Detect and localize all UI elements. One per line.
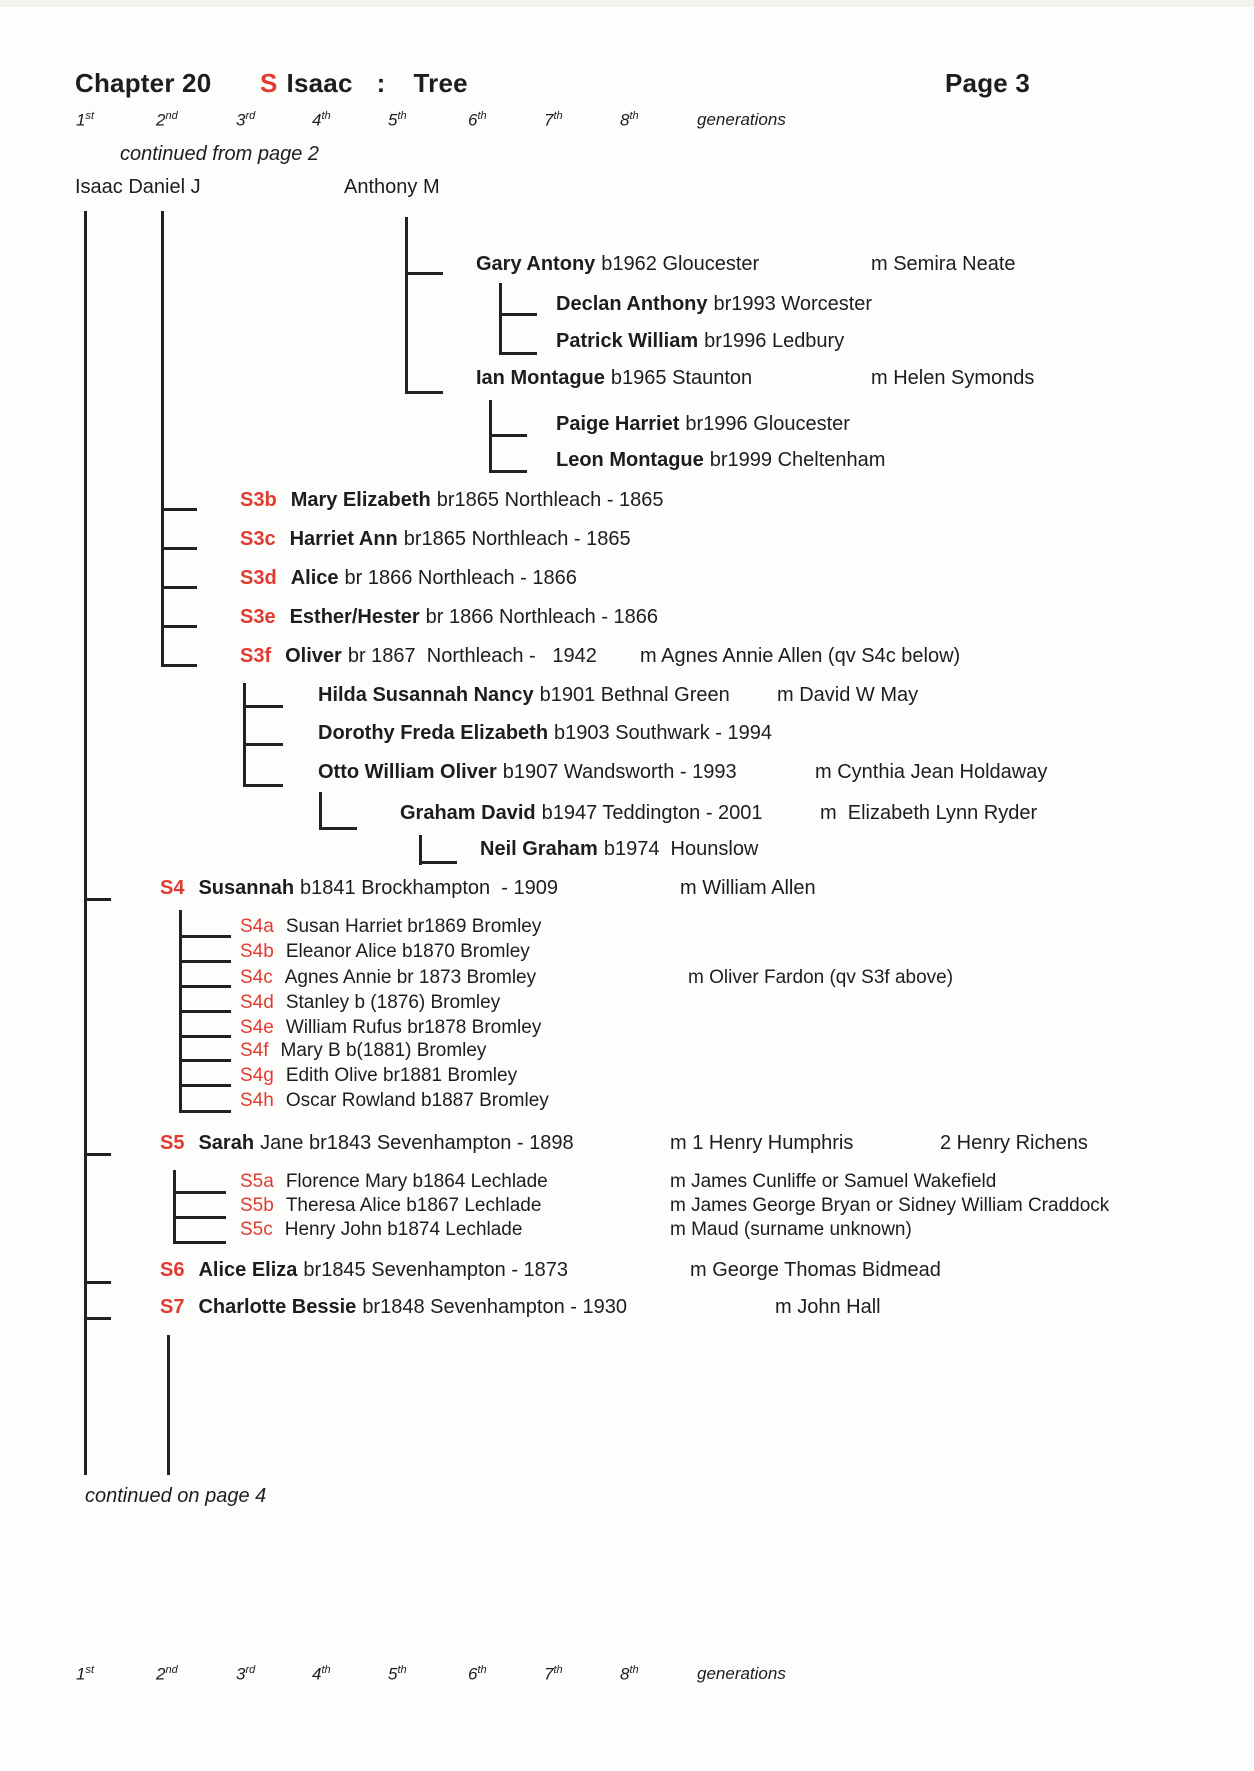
branch-s4a	[179, 935, 231, 938]
branch-s3f	[161, 664, 197, 667]
person-row-s3c-harriet-ann	[240, 527, 631, 551]
person-row-s5a-florence-mary	[240, 1171, 997, 1193]
person-id: S3c	[240, 528, 276, 550]
branch-s4h	[179, 1110, 231, 1113]
person-row-s5-sarah	[160, 1131, 1088, 1155]
branch-s4	[84, 898, 111, 901]
person-details: Theresa Alice b1867 Lechlade	[285, 1195, 542, 1216]
person-row-s4b-eleanor-alice	[240, 941, 530, 963]
person-details: br1996 Gloucester	[685, 413, 850, 435]
person-row-s3b-mary-elizabeth	[240, 488, 664, 512]
spine-otto-children	[319, 792, 322, 830]
person-id: S3e	[240, 606, 276, 628]
person-details: b1965 Staunton	[610, 367, 753, 389]
person-row-s4c-agnes-annie	[240, 967, 954, 989]
person-details: Henry John b1874 Lechlade	[284, 1219, 523, 1240]
person-details: b1901 Bethnal Green	[539, 684, 730, 706]
person-id: S6	[160, 1259, 185, 1281]
person-details: br 1867 Northleach - 1942	[347, 645, 597, 667]
generation-marker-1st: 1st	[76, 110, 95, 130]
continued-on-note: continued on page 4	[85, 1485, 267, 1507]
person-details: b1903 Southwark - 1994	[554, 722, 772, 744]
family-title	[260, 68, 468, 99]
person-row-patrick-william	[556, 329, 844, 353]
person-row-leon-montague	[556, 448, 885, 472]
person-name: Charlotte Bessie	[198, 1296, 357, 1318]
branch-ian	[405, 391, 443, 394]
person-id: S3f	[240, 645, 272, 667]
person-row-paige-harriet	[556, 412, 850, 436]
generation-marker-4th: 4th	[312, 110, 331, 130]
person-name: Otto William Oliver	[318, 761, 497, 783]
branch-declan	[499, 313, 537, 316]
generation-marker-6th: 6th	[468, 110, 487, 130]
page-number: Page 3	[945, 68, 1031, 98]
person-row-s4f-mary-b	[240, 1040, 486, 1062]
branch-s3b	[161, 508, 197, 511]
branch-s4f	[179, 1059, 231, 1062]
person-id: S4f	[240, 1040, 269, 1061]
person-details: br1865 Northleach - 1865	[436, 489, 664, 511]
person-row-s4h-oscar-rowland	[240, 1090, 549, 1112]
person-name: Alice Eliza	[198, 1259, 298, 1281]
person-id: S5	[160, 1132, 185, 1154]
person-spouse: m Oliver Fardon (qv S3f above)	[688, 967, 954, 988]
person-name: Hilda Susannah Nancy	[318, 684, 534, 706]
person-details: br1845 Sevenhampton - 1873	[303, 1259, 569, 1281]
spine-gen2-daniel-j	[161, 211, 164, 667]
branch-s3e	[161, 625, 197, 628]
branch-s4c	[179, 985, 231, 988]
branch-graham	[319, 827, 357, 830]
person-row-s3e-esther-hester	[240, 605, 658, 629]
person-name: Harriet Ann	[289, 528, 398, 550]
person-spouse: m Agnes Annie Allen (qv S4c below)	[640, 645, 961, 667]
person-row-s3f-oliver	[240, 644, 961, 668]
person-row-graham-david	[400, 801, 1038, 825]
person-details: br 1866 Northleach - 1866	[344, 567, 577, 589]
branch-s4g	[179, 1084, 231, 1087]
person-name: Graham David	[400, 802, 536, 824]
person-details: b1974 Hounslow	[603, 838, 759, 860]
person-row-s5b-theresa-alice	[240, 1195, 1110, 1217]
spine-s7-continuation	[167, 1335, 170, 1475]
person-details: br 1866 Northleach - 1866	[425, 606, 659, 628]
person-spouse: m James Cunliffe or Samuel Wakefield	[670, 1171, 997, 1192]
tree-label: Tree	[413, 68, 468, 98]
spine-s3f-children	[243, 683, 246, 787]
person-name: Sarah	[198, 1132, 255, 1154]
branch-s5a	[173, 1191, 226, 1194]
person-id: S5b	[240, 1195, 274, 1216]
title-separator: :	[376, 68, 386, 98]
generation-marker-4th: 4th	[312, 1664, 331, 1684]
person-spouse-1: m 1 Henry Humphris	[670, 1132, 854, 1154]
tree-head-isaac-daniel: Isaac Daniel J	[75, 176, 201, 198]
person-details: br1996 Ledbury	[704, 330, 845, 352]
person-details: Jane br1843 Sevenhampton - 1898	[260, 1132, 574, 1154]
spine-s5-children	[173, 1170, 176, 1244]
person-name: Alice	[290, 567, 339, 589]
person-row-dorothy-freda-elizabeth	[318, 721, 772, 745]
person-name: Gary Antony	[476, 253, 596, 275]
person-id: S5a	[240, 1171, 274, 1192]
person-spouse-2: 2 Henry Richens	[940, 1132, 1088, 1154]
person-details: b1907 Wandsworth - 1993	[502, 761, 737, 783]
branch-paige	[489, 434, 527, 437]
generation-marker-8th: 8th	[620, 1664, 639, 1684]
person-id: S5c	[240, 1219, 273, 1240]
branch-s3c	[161, 547, 197, 550]
person-name: Oliver	[285, 645, 342, 667]
person-id: S4h	[240, 1090, 274, 1111]
generation-marker-7th: 7th	[544, 110, 563, 130]
person-row-s4g-edith-olive	[240, 1065, 517, 1087]
person-spouse: m James George Bryan or Sidney William Craddock	[670, 1195, 1110, 1216]
spine-anthony-m	[405, 217, 408, 394]
generation-marker-3rd: 3rd	[236, 110, 256, 130]
person-row-s4-susannah	[160, 876, 816, 900]
generation-scale-top	[0, 110, 1254, 134]
person-id: S4b	[240, 941, 274, 962]
person-details: Oscar Rowland b1887 Bromley	[285, 1090, 549, 1111]
person-row-ian-montague	[476, 366, 1035, 390]
person-details: br1865 Northleach - 1865	[403, 528, 631, 550]
branch-neil	[419, 861, 457, 864]
tree-head-anthony-m: Anthony M	[344, 176, 440, 198]
person-id: S4g	[240, 1065, 274, 1086]
branch-gary	[405, 272, 443, 275]
person-details: br1999 Cheltenham	[709, 449, 886, 471]
person-row-s7-charlotte-bessie	[160, 1295, 881, 1319]
person-name: Mary Elizabeth	[290, 489, 431, 511]
person-row-s4d-stanley	[240, 992, 500, 1014]
person-details: Stanley b (1876) Bromley	[285, 992, 501, 1013]
branch-dorothy	[243, 743, 283, 746]
branch-s5	[84, 1153, 111, 1156]
branch-s4e	[179, 1035, 231, 1038]
person-details: Edith Olive br1881 Bromley	[285, 1065, 518, 1086]
person-row-s5c-henry-john	[240, 1219, 912, 1241]
person-spouse: m Cynthia Jean Holdaway	[815, 761, 1048, 783]
branch-s3d	[161, 586, 197, 589]
person-details: br1993 Worcester	[713, 293, 873, 315]
generation-marker-5th: 5th	[388, 110, 407, 130]
person-details: Eleanor Alice b1870 Bromley	[285, 941, 530, 962]
chapter-heading	[75, 68, 211, 99]
generation-marker-8th: 8th	[620, 110, 639, 130]
person-row-hilda-susannah-nancy	[318, 683, 919, 707]
generations-label: generations	[697, 110, 786, 129]
person-details: Mary B b(1881) Bromley	[280, 1040, 487, 1061]
person-id: S4	[160, 877, 185, 899]
person-spouse: m John Hall	[775, 1296, 881, 1318]
branch-s6	[84, 1281, 111, 1284]
person-id: S4a	[240, 916, 274, 937]
person-details: b1962 Gloucester	[601, 253, 760, 275]
person-row-neil-graham	[480, 837, 758, 861]
person-spouse: m William Allen	[680, 877, 816, 899]
branch-s5c	[173, 1241, 226, 1244]
generations-label: generations	[697, 1664, 786, 1683]
person-row-s4a-susan-harriet	[240, 916, 541, 938]
person-details: Agnes Annie br 1873 Bromley	[284, 967, 537, 988]
generation-marker-6th: 6th	[468, 1664, 487, 1684]
person-details: b1841 Brockhampton - 1909	[300, 877, 558, 899]
person-spouse: m David W May	[777, 684, 919, 706]
person-id: S3d	[240, 567, 277, 589]
continued-from-note: continued from page 2	[120, 143, 320, 165]
spine-gen1-isaac	[84, 211, 87, 1475]
person-row-s6-alice-eliza	[160, 1258, 941, 1282]
generation-marker-2nd: 2nd	[156, 110, 178, 130]
person-row-declan-anthony	[556, 292, 872, 316]
branch-otto	[243, 784, 283, 787]
person-id: S4d	[240, 992, 274, 1013]
generation-scale-bottom	[0, 1664, 1254, 1688]
generation-marker-3rd: 3rd	[236, 1664, 256, 1684]
branch-s5b	[173, 1216, 226, 1219]
spine-gary-children	[499, 283, 502, 355]
person-spouse: m Semira Neate	[871, 253, 1016, 275]
person-spouse: m Maud (surname unknown)	[670, 1219, 912, 1240]
person-row-s4e-william-rufus	[240, 1017, 541, 1039]
person-name: Susannah	[198, 877, 295, 899]
person-details: b1947 Teddington - 2001	[541, 802, 763, 824]
generation-marker-2nd: 2nd	[156, 1664, 178, 1684]
branch-patrick	[499, 352, 537, 355]
person-row-otto-william-oliver	[318, 760, 1048, 784]
person-id: S4c	[240, 967, 273, 988]
person-id: S3b	[240, 489, 277, 511]
person-spouse: m George Thomas Bidmead	[690, 1259, 941, 1281]
person-name: Esther/Hester	[289, 606, 420, 628]
person-row-gary-antony	[476, 252, 1016, 276]
person-details: br1848 Sevenhampton - 1930	[362, 1296, 627, 1318]
person-id: S7	[160, 1296, 185, 1318]
generation-marker-7th: 7th	[544, 1664, 563, 1684]
branch-hilda	[243, 705, 283, 708]
person-name: Leon Montague	[556, 449, 704, 471]
chapter-label: Chapter 20	[75, 68, 212, 98]
person-id: S4e	[240, 1017, 274, 1038]
person-name: Neil Graham	[480, 838, 598, 860]
scan-edge-artifact	[0, 0, 1254, 7]
person-name: Declan Anthony	[556, 293, 708, 315]
branch-s4d	[179, 1010, 231, 1013]
person-spouse: m Elizabeth Lynn Ryder	[820, 802, 1038, 824]
person-name: Paige Harriet	[556, 413, 680, 435]
person-name: Patrick William	[556, 330, 699, 352]
family-letter: S	[260, 68, 278, 98]
branch-s4b	[179, 960, 231, 963]
person-details: Susan Harriet br1869 Bromley	[285, 916, 542, 937]
generation-marker-1st: 1st	[76, 1664, 95, 1684]
branch-s7	[84, 1317, 111, 1320]
person-name: Ian Montague	[476, 367, 605, 389]
person-row-s3d-alice	[240, 566, 577, 590]
person-spouse: m Helen Symonds	[871, 367, 1035, 389]
person-name: Dorothy Freda Elizabeth	[318, 722, 549, 744]
generation-marker-5th: 5th	[388, 1664, 407, 1684]
family-name: Isaac	[286, 68, 353, 98]
person-details: Florence Mary b1864 Lechlade	[285, 1171, 548, 1192]
branch-leon	[489, 470, 527, 473]
person-details: William Rufus br1878 Bromley	[285, 1017, 542, 1038]
